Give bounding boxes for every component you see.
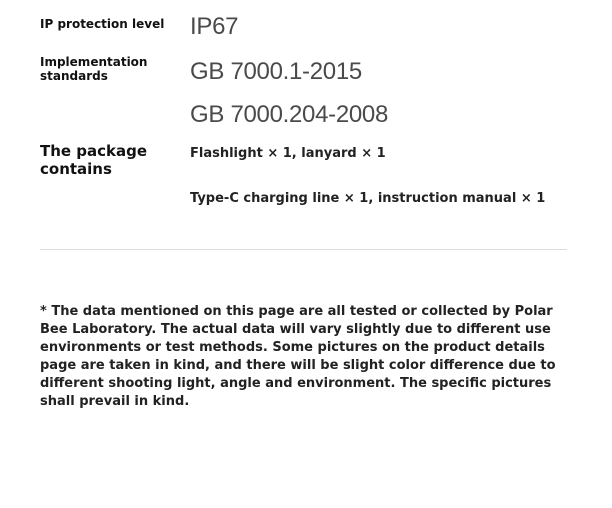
section-divider	[40, 249, 567, 250]
package-item-2: Type-C charging line × 1, instruction manual × 1	[190, 191, 546, 206]
standards-label	[40, 55, 147, 83]
standard-value-1: GB 7000.1-2015	[190, 58, 362, 85]
standard-value-2: GB 7000.204-2008	[190, 101, 389, 128]
package-label-line1: The package	[40, 142, 148, 160]
package-label	[40, 142, 147, 178]
ip-protection-label: IP protection level	[40, 17, 165, 31]
package-label-line2: contains	[40, 160, 112, 178]
ip-protection-value: IP67	[190, 13, 239, 40]
standards-label-line1: Implementation	[40, 55, 148, 69]
package-item-1: Flashlight × 1, lanyard × 1	[190, 146, 386, 161]
disclaimer-text: * The data mentioned on this page are all tested or collected by Polar Bee Laboratory. The actual data will vary slightly due to different use environments or test methods. Some pictures on the product details page are taken in kind, and there will be slight color difference due to different shooting light, angle and environment. The specific pictures shall prevail in kind.	[40, 304, 556, 409]
standards-label-line2: standards	[40, 69, 108, 83]
